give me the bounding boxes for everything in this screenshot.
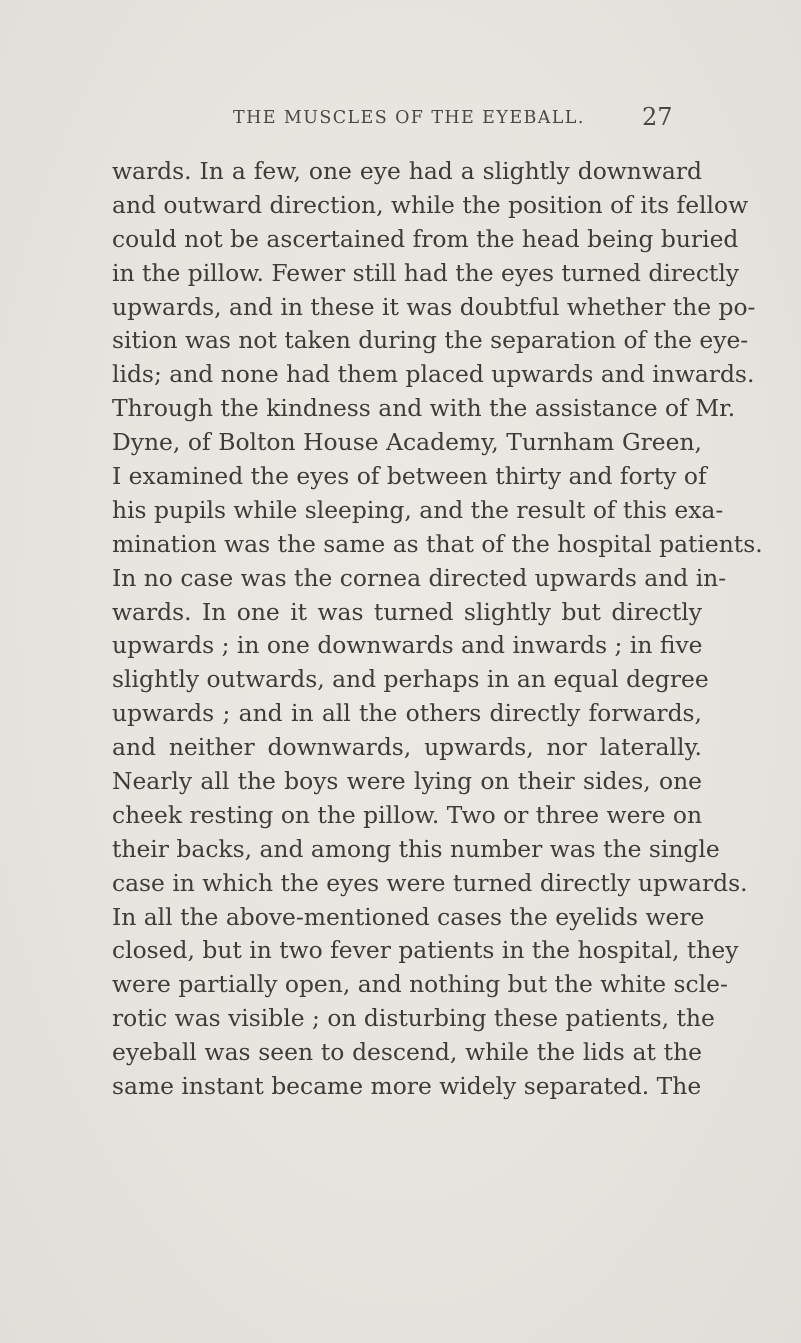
text-line: upwards, and in these it was doubtful whether the po- — [112, 292, 756, 321]
page-header — [0, 103, 801, 138]
text-line: upwards ; in one downwards and inwards ; in five — [112, 631, 703, 660]
text-line: In all the above-mentioned cases the eyelids were — [112, 902, 705, 931]
text-line: cheek resting on the pillow. Two or three were on — [112, 800, 703, 829]
text-line: I examined the eyes of between thirty and forty of — [112, 462, 707, 491]
text-line: and outward direction, while the position of its fellow — [112, 190, 749, 219]
text-line: rotic was visible ; on disturbing these patients, the — [112, 1004, 715, 1033]
text-line: sition was not taken during the separation of the eye- — [112, 326, 749, 355]
text-line: closed, but in two fever patients in the hospital, they — [112, 936, 739, 965]
text-line: slightly outwards, and perhaps in an equal degree — [112, 665, 709, 694]
text-line: wards. In a few, one eye had a slightly downward — [112, 157, 702, 185]
text-line: upwards ; and in all the others directly forwards, — [112, 699, 702, 728]
page-number: 27 — [642, 103, 673, 131]
text-line: wards. In one it was turned slightly but directly — [112, 597, 702, 626]
text-line: mination was the same as that of the hospital patients. — [112, 529, 763, 558]
text-line: Nearly all the boys were lying on their sides, one — [112, 767, 702, 796]
text-line: Through the kindness and with the assistance of Mr. — [112, 394, 736, 423]
text-line: case in which the eyes were turned directly upwards. — [112, 868, 748, 897]
text-line: were partially open, and nothing but the white scle- — [112, 970, 728, 999]
text-line: eyeball was seen to descend, while the lids at the — [112, 1038, 702, 1067]
running-head: THE MUSCLES OF THE EYEBALL. — [233, 108, 585, 128]
text-line: Dyne, of Bolton House Academy, Turnham Green, — [112, 428, 702, 457]
text-line: could not be ascertained from the head being buried — [112, 224, 739, 253]
text-line: their backs, and among this number was the single — [112, 834, 720, 863]
body-text — [112, 155, 763, 1104]
text-line: and neither downwards, upwards, nor laterally. — [112, 733, 702, 762]
text-line: lids; and none had them placed upwards and inwards. — [112, 360, 755, 389]
text-line: in the pillow. Fewer still had the eyes turned directly — [112, 258, 740, 287]
text-line: his pupils while sleeping, and the result of this exa- — [112, 495, 724, 524]
text-line: In no case was the cornea directed upwards and in- — [112, 563, 727, 592]
text-line: same instant became more widely separated. The — [112, 1072, 702, 1101]
